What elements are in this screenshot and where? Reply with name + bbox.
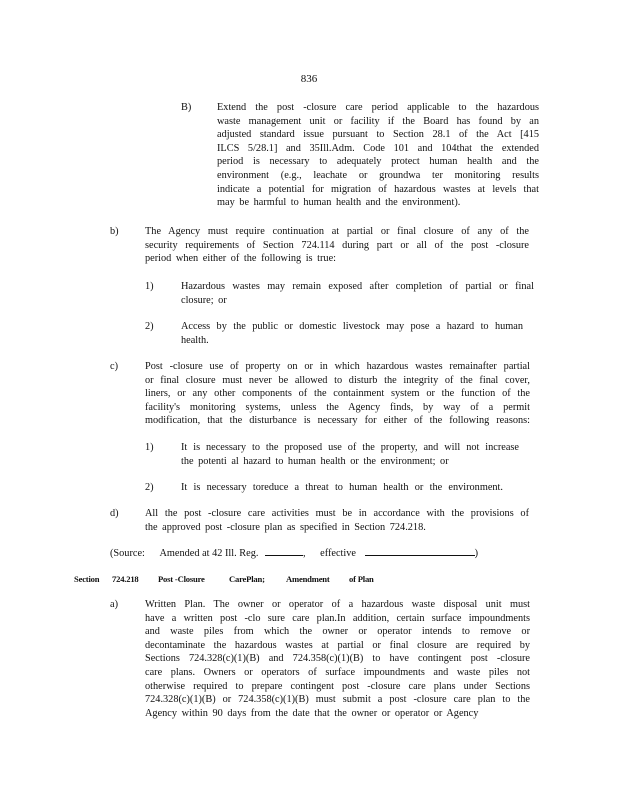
- text-line: Agency within 90 days from the date that the owner or operator or Agency: [145, 707, 479, 719]
- text-line: Sections 724.328(c)(1)(B) and 724.358(c)(1)(B) to have contingent post -closure: [145, 653, 530, 665]
- text-line: ILCS 5/28.1] and 35Ill.Adm. Code 101 and 104that the extended: [217, 142, 539, 154]
- item-d-label: d): [110, 508, 119, 519]
- item-c1-label: 1): [145, 442, 154, 453]
- item-c2-label: 2): [145, 482, 154, 493]
- text-line: waste management unit or facility if the Board has found by an: [217, 115, 539, 127]
- item-c1-text: [181, 441, 519, 468]
- section-title-1: Post -Closure: [158, 574, 205, 584]
- item-B-text: [217, 101, 539, 210]
- text-line: health.: [181, 334, 209, 346]
- item-c-label: c): [110, 361, 118, 372]
- section-title-3: Amendment: [286, 574, 330, 584]
- text-line: Written Plan. The owner or operator of a hazardous waste disposal unit must: [145, 599, 530, 610]
- text-line: security requirements of Section 724.114 during part or all of the post -closure: [145, 239, 529, 251]
- item-b1-label: 1): [145, 281, 154, 292]
- text-line: liners, or any other components of the containment system or the function of the: [145, 388, 530, 400]
- section-title-4: of Plan: [349, 574, 374, 584]
- text-line: the approved post -closure plan as specified in Section 724.218.: [145, 521, 426, 533]
- source-amended: Amended at 42 Ill. Reg.: [159, 548, 259, 559]
- register-blank: [265, 545, 303, 556]
- item-b1-text: [181, 280, 534, 307]
- item-a-label: a): [110, 599, 118, 610]
- source-comma: ,: [303, 548, 306, 559]
- text-line: modification, that the disturbance is necessary for either of the following reasons:: [145, 415, 530, 427]
- text-line: may be harmful to human health and the environment).: [217, 197, 461, 209]
- text-line: decontaminate the hazardous wastes at partial or final closure are required by: [145, 639, 530, 651]
- item-a-text: [145, 598, 530, 720]
- section-word: Section: [74, 574, 100, 584]
- text-line: period is necessary to adequately protect human health and the: [217, 156, 539, 168]
- text-line: environment (e.g., leachate or groundwa ter monitoring results: [217, 169, 539, 181]
- text-line: facility's monitoring systems, unless the Agency finds, by way of a permit: [145, 401, 530, 413]
- text-line: All the post -closure care activities must be in accordance with the provisions of: [145, 508, 529, 519]
- item-b2-label: 2): [145, 321, 154, 332]
- item-b-text: [145, 225, 529, 266]
- item-c-text: [145, 360, 530, 428]
- source-note: [110, 545, 478, 561]
- effective-date-blank: [365, 545, 475, 556]
- text-line: and waste piles from which the owner or operator intends to remove or: [145, 626, 530, 638]
- text-line: The Agency must require continuation at partial or final closure of any of the: [145, 226, 529, 237]
- text-line: Extend the post -closure care period applicable to the hazardous: [217, 102, 539, 113]
- item-b-label: b): [110, 226, 119, 237]
- text-line: Hazardous wastes may remain exposed after completion of partial or final: [181, 281, 534, 292]
- item-B-label: B): [181, 102, 192, 113]
- source-suffix: ): [474, 548, 478, 559]
- text-line: the potenti al hazard to human health or the environment; or: [181, 455, 449, 467]
- text-line: adjusted standard issue pursuant to Section 28.1 of the Act [415: [217, 129, 539, 141]
- text-line: indicate a potential for migration of hazardous wastes at levels that: [217, 183, 539, 195]
- page-number: 836: [300, 73, 318, 85]
- text-line: It is necessary toreduce a threat to human health or the environment.: [181, 482, 503, 493]
- item-c2-text: [181, 481, 503, 495]
- item-d-text: [145, 507, 529, 534]
- text-line: Post -closure use of property on or in which hazardous wastes remainafter partial: [145, 361, 530, 372]
- text-line: Access by the public or domestic livestock may pose a hazard to human: [181, 321, 523, 332]
- section-title-2: CarePlan;: [229, 574, 265, 584]
- text-line: 724.328(c)(1)(B) or 724.358(c)(1)(B) must submit a post -closure care plan to the: [145, 694, 530, 706]
- text-line: otherwise required to prepare contingent post -closure care plans under Sections: [145, 680, 530, 692]
- text-line: care plans. Owners or operators of surface impoundments and waste piles not: [145, 666, 530, 678]
- source-effective: effective: [320, 548, 356, 559]
- section-number: 724.218: [112, 574, 139, 584]
- item-b2-text: [181, 320, 523, 347]
- source-prefix: (Source:: [110, 548, 145, 559]
- text-line: It is necessary to the proposed use of the property, and will not increase: [181, 442, 519, 453]
- text-line: period when either of the following is true:: [145, 253, 337, 265]
- text-line: closure; or: [181, 294, 227, 306]
- text-line: or final closure must never be allowed to disturb the integrity of the final cover,: [145, 374, 530, 386]
- text-line: have a written post -clo sure care plan.In addition, certain surface impoundments: [145, 612, 530, 624]
